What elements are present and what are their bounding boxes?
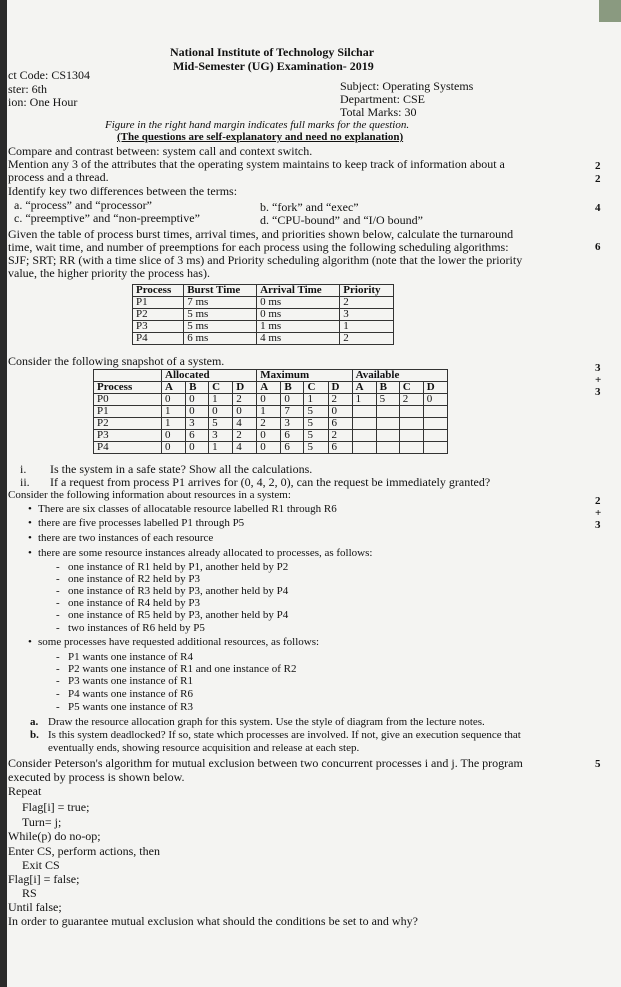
cell — [352, 430, 376, 442]
col-header: B — [281, 382, 304, 394]
allocation-item: - one instance of R2 held by P3 — [68, 573, 200, 585]
q4-line2: time, wait time, and number of preemptions for each process using the following scheduling algorithms: — [8, 240, 509, 254]
cell: 5 — [304, 430, 328, 442]
col-header: C — [399, 382, 423, 394]
col-header: Priority — [340, 285, 394, 297]
code-line: Turn= j; — [22, 815, 62, 829]
q3-marks: 4 — [595, 202, 601, 214]
cell: 0 — [328, 406, 352, 418]
explanatory-note: (The questions are self-explanatory and need no explanation) — [117, 131, 404, 143]
cell — [352, 418, 376, 430]
col-header: D — [328, 382, 352, 394]
cell: 1 — [209, 394, 233, 406]
cell: 1 — [162, 406, 186, 418]
col-header: A — [162, 382, 186, 394]
cell: 5 — [304, 442, 328, 454]
q3-d: d. “CPU-bound” and “I/O bound” — [260, 213, 423, 227]
table-row — [133, 321, 394, 333]
q6-a-text: Draw the resource allocation graph for this system. Use the style of diagram from the lecture notes. — [48, 716, 485, 728]
cell: 1 ms — [257, 321, 340, 333]
cell — [423, 406, 447, 418]
col-header: C — [209, 382, 233, 394]
q4-line4: value, the higher priority the process has). — [8, 266, 210, 280]
cell: 0 — [281, 394, 304, 406]
cell: 2 — [233, 394, 257, 406]
col-header: D — [233, 382, 257, 394]
code-line: While(p) do no-op; — [8, 829, 101, 843]
cell: 0 — [162, 430, 186, 442]
group-header: Maximum — [257, 370, 352, 382]
cell: P1 — [94, 406, 162, 418]
cell: 5 — [376, 394, 399, 406]
cell: 0 — [423, 394, 447, 406]
marks-note: Figure in the right hand margin indicates full marks for the question. — [105, 119, 410, 131]
cell: 0 ms — [257, 297, 340, 309]
cell: 2 — [328, 394, 352, 406]
cell: 0 — [257, 430, 281, 442]
table-row — [94, 406, 448, 418]
cell — [376, 442, 399, 454]
cell: 2 — [399, 394, 423, 406]
cell: 7 ms — [184, 297, 257, 309]
cell: P2 — [94, 418, 162, 430]
col-header: A — [257, 382, 281, 394]
cell: 0 — [257, 442, 281, 454]
q6-marks-1: 2 — [595, 495, 601, 507]
cell: 2 — [340, 297, 394, 309]
semester: ster: 6th — [8, 82, 47, 96]
scan-corner — [599, 0, 621, 22]
q6-b-num: b. — [30, 729, 39, 741]
cell: 0 — [162, 394, 186, 406]
cell: 4 ms — [257, 333, 340, 345]
request-item: - P1 wants one instance of R4 — [68, 651, 193, 663]
request-item: - P4 wants one instance of R6 — [68, 688, 193, 700]
q5-marks-2: 3 — [595, 386, 601, 398]
request-item: - P3 wants one instance of R1 — [68, 675, 193, 687]
cell: 7 — [281, 406, 304, 418]
cell: 0 — [257, 394, 281, 406]
q7-line2: executed by process is shown below. — [8, 770, 185, 784]
q4-line1: Given the table of process burst times, arrival times, and priorities shown below, calculate the turnaround — [8, 227, 514, 241]
table-row — [133, 297, 394, 309]
cell — [376, 418, 399, 430]
q5-text: Consider the following snapshot of a system. — [8, 354, 225, 368]
q5-ii-num: ii. — [20, 475, 30, 489]
q3-c: c. “preemptive” and “non-preemptive” — [14, 211, 200, 225]
q4-line3: SJF; SRT; RR (with a time slice of 3 ms) and Priority scheduling algorithm (note that the lower the priority — [8, 253, 523, 267]
cell: 2 — [340, 333, 394, 345]
cell: P4 — [94, 442, 162, 454]
cell: P3 — [94, 430, 162, 442]
col-header: B — [376, 382, 399, 394]
cell: 5 — [304, 406, 328, 418]
cell: 0 — [233, 406, 257, 418]
allocation-item: - one instance of R1 held by P1, another held by P2 — [68, 561, 288, 573]
code-line: Exit CS — [22, 858, 60, 872]
cell: 0 — [186, 406, 209, 418]
col-header: Process — [133, 285, 184, 297]
table-row — [94, 394, 448, 406]
total-marks: Total Marks: 30 — [340, 105, 417, 119]
q2-line1: Mention any 3 of the attributes that the operating system maintains to keep track of information about a — [8, 157, 505, 171]
q6-marks-plus: + — [595, 507, 602, 519]
code-line: Until false; — [8, 900, 62, 914]
col-header: Burst Time — [184, 285, 257, 297]
allocation-item: - one instance of R3 held by P3, another held by P4 — [68, 585, 288, 597]
group-header: Available — [352, 370, 447, 382]
q6-text: Consider the following information about resources in a system: — [8, 489, 291, 501]
request-item: - P2 wants one instance of R1 and one instance of R2 — [68, 663, 297, 675]
col-header: D — [423, 382, 447, 394]
cell: 1 — [352, 394, 376, 406]
cell: P4 — [133, 333, 184, 345]
request-item: - P5 wants one instance of R3 — [68, 701, 193, 713]
bullet: • there are five processes labelled P1 through P5 — [38, 517, 244, 530]
cell: 0 — [162, 442, 186, 454]
cell — [423, 430, 447, 442]
bullet: • there are two instances of each resource — [38, 532, 213, 545]
bullet: • there are some resource instances already allocated to processes, as follows: — [38, 547, 372, 560]
q5-marks-1: 3 — [595, 362, 601, 374]
cell: 5 ms — [184, 321, 257, 333]
code-line: Repeat — [8, 784, 42, 798]
cell: 4 — [233, 418, 257, 430]
q7-line1: Consider Peterson's algorithm for mutual exclusion between two concurrent processes i and j. The program — [8, 756, 523, 770]
code-line: Flag[i] = false; — [8, 872, 80, 886]
cell: 3 — [340, 309, 394, 321]
cell: 1 — [162, 418, 186, 430]
bullet: • There are six classes of allocatable resource labelled R1 through R6 — [38, 503, 337, 516]
table-row — [133, 309, 394, 321]
q2-marks: 2 — [595, 173, 601, 185]
cell — [423, 442, 447, 454]
exam-title: Mid-Semester (UG) Examination- 2019 — [173, 59, 374, 73]
cell: P2 — [133, 309, 184, 321]
allocation-item: - two instances of R6 held by P5 — [68, 622, 205, 634]
q7-marks: 5 — [595, 758, 601, 770]
cell: 4 — [233, 442, 257, 454]
cell — [376, 406, 399, 418]
q4-marks: 6 — [595, 241, 601, 253]
cell — [399, 406, 423, 418]
cell — [399, 430, 423, 442]
bullet: • some processes have requested additional resources, as follows: — [38, 636, 319, 649]
cell: 1 — [257, 406, 281, 418]
cell: 3 — [186, 418, 209, 430]
cell: 0 — [186, 394, 209, 406]
q2-line2: process and a thread. — [8, 170, 109, 184]
cell: 6 — [328, 442, 352, 454]
q6-b-text1: Is this system deadlocked? If so, state which processes are involved. If not, give an execution sequence that — [48, 729, 521, 741]
q1-marks: 2 — [595, 160, 601, 172]
scan-edge — [0, 0, 7, 987]
cell — [376, 430, 399, 442]
cell: P1 — [133, 297, 184, 309]
cell: 6 — [281, 442, 304, 454]
q3-a: a. “process” and “processor” — [14, 198, 152, 212]
cell — [352, 442, 376, 454]
cell: 6 — [281, 430, 304, 442]
cell: 0 — [209, 406, 233, 418]
table-row — [94, 418, 448, 430]
q6-marks-2: 3 — [595, 519, 601, 531]
code-line: Enter CS, perform actions, then — [8, 844, 160, 858]
cell: 2 — [233, 430, 257, 442]
q3-text: Identify key two differences between the terms: — [8, 184, 238, 198]
q3-b: b. “fork” and “exec” — [260, 200, 359, 214]
course-code: ct Code: CS1304 — [8, 68, 91, 82]
q5-ii-text: If a request from process P1 arrives for (0, 4, 2, 0), can the request be immediately granted? — [50, 475, 491, 489]
cell: 1 — [209, 442, 233, 454]
institute-name: National Institute of Technology Silchar — [170, 45, 375, 59]
cell: 3 — [281, 418, 304, 430]
allocation-item: - one instance of R4 held by P3 — [68, 597, 200, 609]
q5-i-num: i. — [20, 462, 27, 476]
cell: 2 — [257, 418, 281, 430]
cell — [423, 418, 447, 430]
cell: 5 ms — [184, 309, 257, 321]
cell: 3 — [209, 430, 233, 442]
q7-question: In order to guarantee mutual exclusion what should the conditions be set to and why? — [8, 914, 418, 928]
table-row — [94, 430, 448, 442]
cell: 0 ms — [257, 309, 340, 321]
col-header: B — [186, 382, 209, 394]
table-row — [94, 442, 448, 454]
code-line: RS — [22, 886, 37, 900]
cell — [399, 442, 423, 454]
col-header: C — [304, 382, 328, 394]
group-header: Allocated — [162, 370, 257, 382]
cell: 2 — [328, 430, 352, 442]
subject: Subject: Operating Systems — [340, 79, 474, 93]
q5-marks-plus: + — [595, 374, 602, 386]
cell — [399, 418, 423, 430]
cell: 5 — [304, 418, 328, 430]
cell: P3 — [133, 321, 184, 333]
q1-text: Compare and contrast between: system call and context switch. — [8, 144, 313, 158]
bankers-table — [93, 369, 448, 454]
col-header: Arrival Time — [257, 285, 340, 297]
cell: 6 — [186, 430, 209, 442]
department: Department: CSE — [340, 92, 425, 106]
col-header: Process — [94, 382, 162, 394]
cell: 5 — [209, 418, 233, 430]
cell — [352, 406, 376, 418]
duration: ion: One Hour — [8, 95, 78, 109]
cell: 1 — [340, 321, 394, 333]
col-header: A — [352, 382, 376, 394]
cell: P0 — [94, 394, 162, 406]
cell: 6 ms — [184, 333, 257, 345]
cell: 1 — [304, 394, 328, 406]
code-line: Flag[i] = true; — [22, 800, 90, 814]
cell: 0 — [186, 442, 209, 454]
allocation-item: - one instance of R5 held by P3, another held by P4 — [68, 609, 288, 621]
q6-b-text2: eventually ends, showing resource acquisition and release at each step. — [48, 742, 360, 754]
q6-a-num: a. — [30, 716, 39, 728]
q5-i-text: Is the system in a safe state? Show all the calculations. — [50, 462, 313, 476]
table-row — [133, 333, 394, 345]
scheduling-table — [132, 284, 394, 345]
cell: 6 — [328, 418, 352, 430]
